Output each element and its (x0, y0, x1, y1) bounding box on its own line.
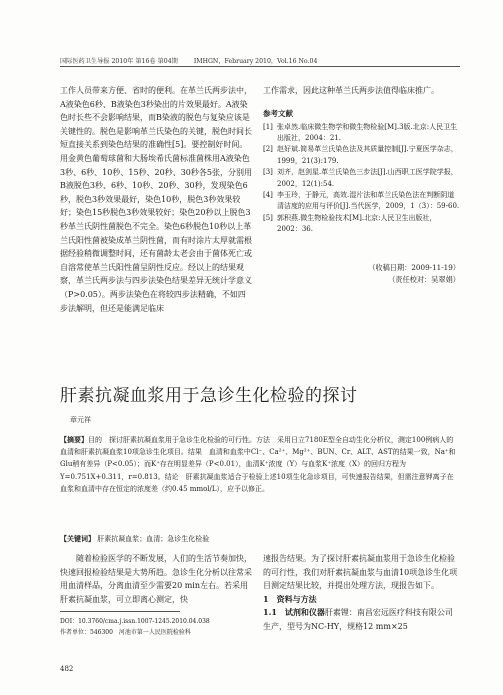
page-number: 482 (60, 665, 74, 673)
abstract (60, 434, 460, 495)
article-title: 肝素抗凝血浆用于急诊生化检验的探讨 (60, 386, 358, 406)
header-rule (60, 66, 460, 67)
body-paragraph: 速报告结果。为了探讨肝素抗凝血浆用于急诊生化检验的可行性，我们对肝素抗凝血浆与血清10项急诊生化项目测定结果比较，并提出处理方法，现报告如下。 (263, 554, 458, 591)
subsection-heading: 1.1 试剂和仪器 (263, 607, 325, 618)
reference-item: [2] 赵好斌.简易革兰氏染色法及其质量控制[J].宁夏医学杂志，1999，21(3):179. (263, 145, 458, 165)
keywords-label: 【关键词】 (60, 534, 95, 543)
body-paragraph: 工作人员带来方便、省时的便利。在革兰氏两步法中，A液染色6秒、B液染色3秒染出的片效果最好。A液染色时长些不会影响结果，而B染液的脱色与复染应该是关键性的。脱色是影响革兰氏染色的关键，脱色时间长短直接关系到染色结果的准确性[5]。要控制好时间。用金黄色葡萄球菌和大肠埃希氏菌标准菌株用A液染色3秒、6秒、10秒、15秒、20秒、30秒各5张，分别用B液脱色3秒、6秒、10秒、20秒、30秒，发现染色6秒，脱色3秒效果最好，染色10秒，脱色3秒效果较好；染色15秒脱色3秒效果较好；染色20秒以上脱色3秒革兰氏阴性菌脱色不完全。染色6秒脱色10秒以上革兰氏阳性菌被染成革兰阴性菌，而有时涂片太厚就需根据经验稍微调整时间，还有菌龄太老会由于菌体死亡或自溶常使革兰氏阳性菌呈阴性反应。经以上的结果观察，革兰氏两步法与四步法染色结果差异无统计学意义（P>0.05）。两步法染色在将较四步法精确，不如四步法解明，但还是能满足临床 (60, 86, 252, 313)
reference-item: [1] 张卓然.临床微生物学和微生物检验[M].3版.北京:人民卫生出版社，2004：21. (263, 122, 458, 142)
references-title: 参考文献 (263, 108, 293, 118)
top-left-column (60, 84, 252, 315)
doi-note: DOI：10.3760/cma.j.issn.1007-1245.2010.04.038 (60, 618, 210, 625)
body-paragraph: 工作需求，因此这种革兰氏两步法值得临床推广。 (263, 86, 439, 95)
journal-name-en: IMHGN，February 2010，Vol.16 No.04 (193, 58, 318, 65)
subsection-text: 肝素锂：南昌宏远医疗科技有限公司生产，型号为NC-HY，规格12 mm×25 (263, 608, 453, 631)
references-list (263, 122, 460, 236)
reference-item: [3] 刘齐，赵剑星.革兰氏染色三步法[J].山西职工医学院学报，2002，12(1):54. (263, 168, 458, 188)
received-date: （收稿日期：2009-11-19） (368, 262, 460, 272)
top-right-column (263, 84, 460, 286)
article-author: 章元祥 (70, 416, 91, 424)
abstract-text: 目的 探讨肝素抗凝血浆用于急诊生化检验的可行性。方法 采用日立7180E型全自动生化分析仪，测定100例病人的血清和肝素抗凝血浆10项急诊生化项目。结果 血清和血浆中Cl⁻、Ca²⁺、Mg²⁺、BUN、Cr、ALT、AST的结果一致，Na⁺和Glu稍有差异（P<0.05）；而K⁺存在明显差异（P<0.01），血清K⁺浓度（Y）与血浆K⁺浓度（X）的回归方程为Y=0.751X+0.311，r=0.813。结论 肝素抗凝血浆适合于检验上述10项生化急诊项目，可快速报告结果，但需注意钾离子在血浆和血清中存在恒定的浓度差（约0.45 mmol/L），应予以修正。 (60, 436, 456, 493)
section-heading: 1 资料与方法 (263, 593, 317, 604)
abstract-label: 【摘要】 (60, 435, 88, 444)
affiliation-note: 作者单位：546300 河池市第一人民医院检验科 (60, 629, 191, 636)
reference-item: [5] 郭积燕.微生物检验技术[M].北京:人民卫生出版社，2002：36. (263, 213, 437, 234)
footnote-rule (60, 611, 180, 612)
running-header (60, 56, 460, 65)
bottom-right-column (263, 552, 460, 634)
proofreader: （责任校对：吴翠娟） (388, 274, 460, 284)
body-paragraph: 随着检验医学的不断发展，人们的生活节奏加快，快速回报检验结果是大势所趋。急诊生化分析以往常采用血清样品，分离血清至少需要20 min左右。若采用肝素抗凝血浆，可立即离心测定，快 (60, 554, 252, 604)
reference-item: [4] 李玉玲，于静元，高效.湿片法和革兰氏染色法在判断阴道清洁度的应用与评价[J].当代医学，2009，1（3）：59-60. (263, 191, 460, 211)
bottom-left-column (60, 552, 252, 606)
subsection-paragraph (263, 606, 460, 633)
journal-name: 国际医药卫生导报 2010年 第16卷 第04期 (60, 58, 178, 65)
keywords-text: 肝素抗凝血浆；血清；急诊生化检验 (97, 535, 210, 543)
keywords (60, 534, 460, 544)
